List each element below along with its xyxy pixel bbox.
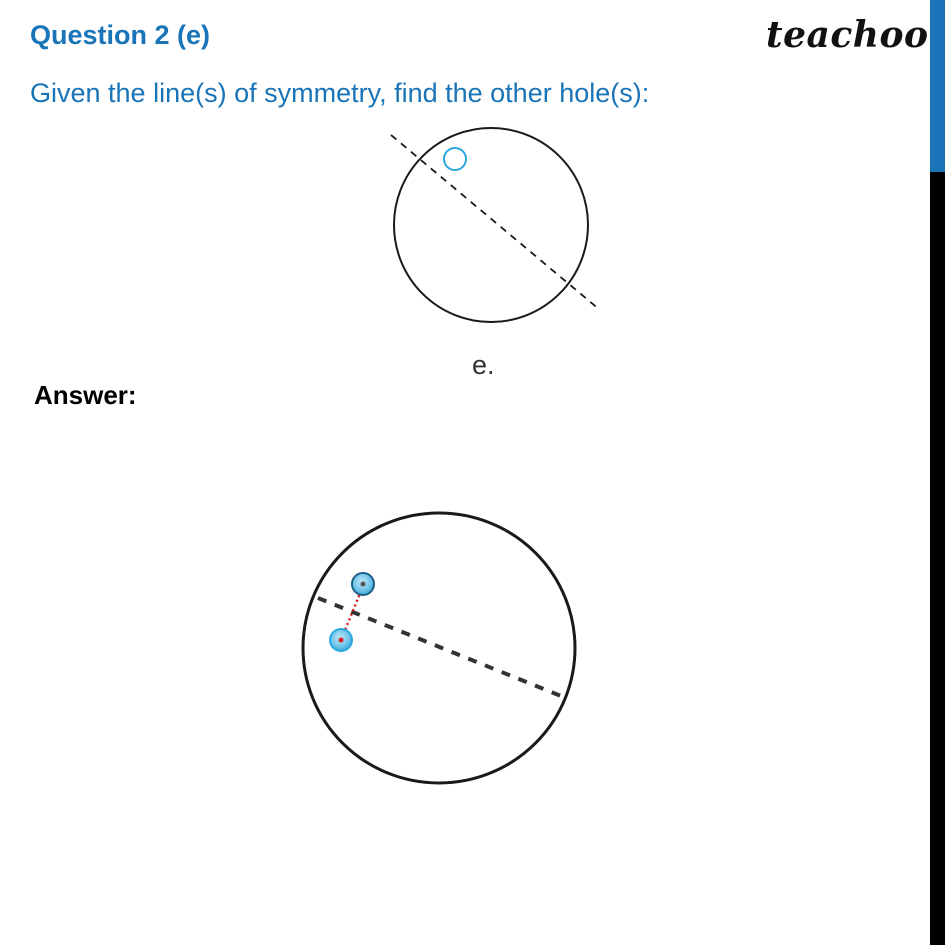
figure-label: e.	[472, 350, 495, 380]
answer-label: Answer:	[34, 380, 137, 410]
question-title: Question 2 (e)	[30, 20, 211, 50]
scrollbar-thumb[interactable]	[930, 0, 945, 172]
mirrored-hole-icon	[330, 629, 352, 651]
original-hole-icon	[352, 573, 374, 595]
question-text: Given the line(s) of symmetry, find the other hole(s):	[30, 78, 650, 108]
teachoo-logo: teachoo	[766, 14, 929, 56]
answer-symmetry-line-icon	[318, 598, 566, 698]
